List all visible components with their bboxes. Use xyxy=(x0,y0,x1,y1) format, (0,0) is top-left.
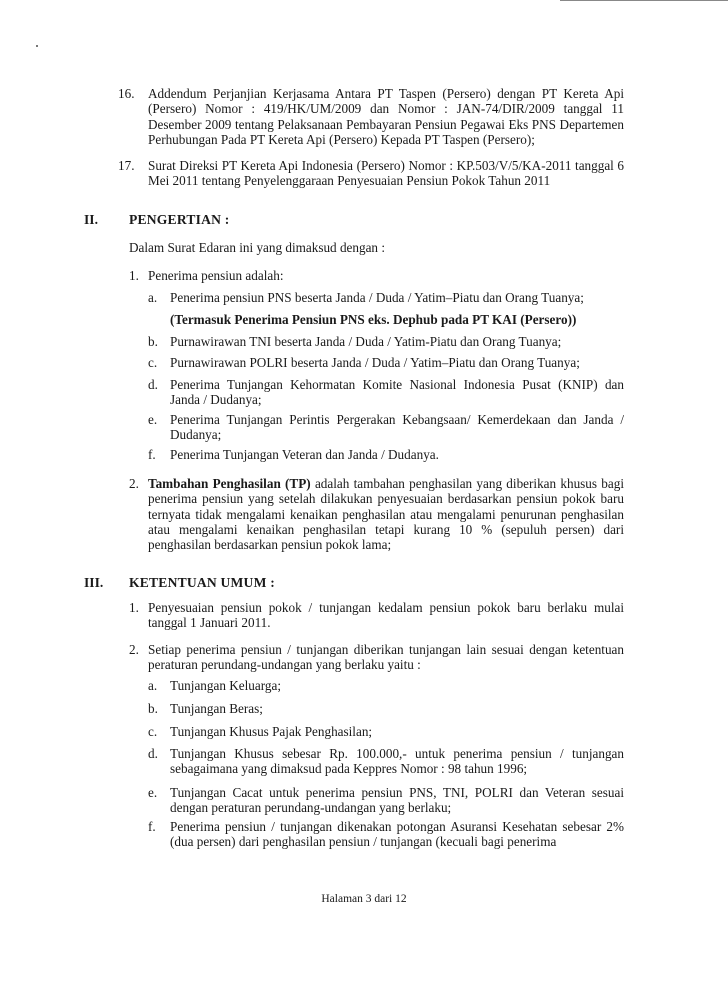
subitem-letter-b: b. xyxy=(148,701,158,716)
list-number-16: 16. xyxy=(118,86,135,101)
subitem-text-f: Penerima pensiun / tunjangan dikenakan potongan Asuransi Kesehatan sebesar 2% (dua persen) dari penghasilan pensiun / tunjangan (kecuali bagi penerima xyxy=(170,819,624,850)
subitem-letter-e: e. xyxy=(148,412,158,427)
subitem-text-e: Tunjangan Cacat untuk penerima pensiun PNS, TNI, POLRI dan Veteran sesuai dengan peraturan perundang-undangan yang berlaku; xyxy=(170,785,624,816)
section-2-item-1-number: 1. xyxy=(129,268,139,283)
subitem-text-b: Purnawirawan TNI beserta Janda / Duda / Yatim-Piatu dan Orang Tuanya; xyxy=(170,334,562,349)
section-3-item-2-number: 2. xyxy=(129,642,139,657)
subitem-letter-d: d. xyxy=(148,746,158,761)
subitem-text-c: Purnawirawan POLRI beserta Janda / Duda / Yatim–Piatu dan Orang Tuanya; xyxy=(170,355,580,370)
page-footer: Halaman 3 dari 12 xyxy=(321,893,407,905)
section-2-item-2-number: 2. xyxy=(129,476,139,491)
subitem-text-d: Penerima Tunjangan Kehormatan Komite Nasional Indonesia Pusat (KNIP) dan Janda / Dudanya; xyxy=(170,377,624,408)
subitem-text-e: Penerima Tunjangan Perintis Pergerakan Kebangsaan/ Kemerdekaan dan Janda / Dudanya; xyxy=(170,412,624,443)
subitem-letter-f: f. xyxy=(148,447,156,462)
section-2-item-1-text: Penerima pensiun adalah: xyxy=(148,268,284,283)
section-2-title: PENGERTIAN : xyxy=(129,212,230,227)
section-3-roman: III. xyxy=(84,575,104,590)
list-item-17-text: Surat Direksi PT Kereta Api Indonesia (Persero) Nomor : KP.503/V/5/KA-2011 tanggal 6 Mei 2011 tentang Penyelenggaraan Penyesuaian Pensiun Pokok Tahun 2011 xyxy=(148,158,624,189)
subitem-text-a: Penerima pensiun PNS beserta Janda / Duda / Yatim–Piatu dan Orang Tuanya; xyxy=(170,290,584,305)
subitem-letter-c: c. xyxy=(148,355,158,370)
subitem-letter-d: d. xyxy=(148,377,158,392)
subitem-letter-a: a. xyxy=(148,290,158,305)
subitem-text-c: Tunjangan Khusus Pajak Penghasilan; xyxy=(170,724,373,739)
subitem-text-f: Penerima Tunjangan Veteran dan Janda / Dudanya. xyxy=(170,447,439,462)
section-3-title: KETENTUAN UMUM : xyxy=(129,575,275,590)
scan-speck xyxy=(36,45,38,47)
subitem-letter-a: a. xyxy=(148,678,158,693)
subitem-letter-f: f. xyxy=(148,819,156,834)
section-2-intro: Dalam Surat Edaran ini yang dimaksud dengan : xyxy=(129,240,385,255)
tp-definition: adalah tambahan penghasilan yang diberikan khusus bagi penerima pensiun yang setelah dilakukan penyesuaian berdasarkan pensiun pokok baru ternyata tidak mengalami kenaikan penghasilan atau mengalami penurunan penghasilan atau mengalami kenaikan penghasilan tetapi kurang 10 % (sepuluh persen) dari penghasilan berdasarkan pensiun pokok lama; xyxy=(148,476,624,553)
section-3-item-1-text: Penyesuaian pensiun pokok / tunjangan kedalam pensiun pokok baru berlaku mulai tanggal 1 Januari 2011. xyxy=(148,600,624,631)
list-item-16-text: Addendum Perjanjian Kerjasama Antara PT Taspen (Persero) dengan PT Kereta Api (Persero) Nomor : 419/HK/UM/2009 dan Nomor : JAN-74/DIR/2009 tanggal 11 Desember 2009 tentang Pelaksanaan Pembayaran Pensiun Pegawai Eks PNS Departemen Perhubungan Pada PT Kereta Api (Persero) Kepada PT Taspen (Persero); xyxy=(148,86,624,147)
subitem-text-d: Tunjangan Khusus sebesar Rp. 100.000,- untuk penerima pensiun / tunjangan sebagaimana yang dimaksud pada Keppres Nomor : 98 tahun 1996; xyxy=(170,746,624,777)
section-2-roman: II. xyxy=(84,212,98,227)
section-3-item-1-number: 1. xyxy=(129,600,139,615)
subitem-letter-c: c. xyxy=(148,724,158,739)
section-2-item-2-text xyxy=(148,476,624,552)
scan-edge-line xyxy=(560,0,728,1)
tp-term: Tambahan Penghasilan (TP) xyxy=(148,476,311,491)
subitem-letter-e: e. xyxy=(148,785,158,800)
subitem-text-b: Tunjangan Beras; xyxy=(170,701,263,716)
subitem-letter-b: b. xyxy=(148,334,158,349)
section-3-item-2-text: Setiap penerima pensiun / tunjangan diberikan tunjangan lain sesuai dengan ketentuan peraturan perundang-undangan yang berlaku yaitu : xyxy=(148,642,624,673)
subitem-bold-note: (Termasuk Penerima Pensiun PNS eks. Dephub pada PT KAI (Persero)) xyxy=(170,312,577,327)
list-number-17: 17. xyxy=(118,158,135,173)
subitem-text-a: Tunjangan Keluarga; xyxy=(170,678,281,693)
